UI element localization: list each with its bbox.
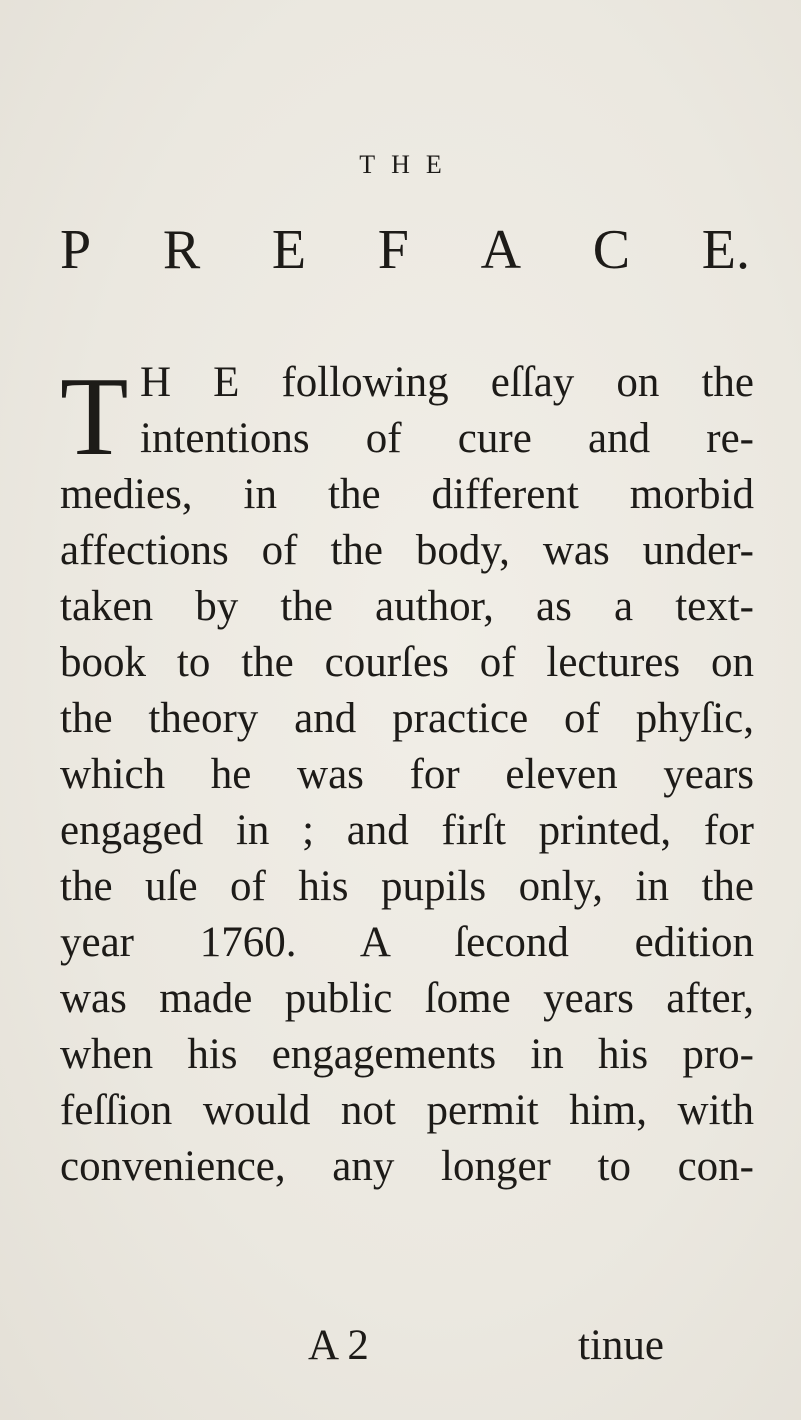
text-line: when his engagements in his pro- (60, 1031, 754, 1078)
preface-letter: P (60, 219, 92, 281)
text-line: engaged in ; and firſt printed, for (60, 807, 754, 854)
preface-letter: E (271, 219, 307, 281)
catchword: tinue (578, 1322, 664, 1369)
text-line: book to the courſes of lectures on (60, 639, 754, 686)
text-line: was made public ſome years after, (60, 975, 754, 1022)
heading-preface (60, 219, 750, 281)
text-line: the uſe of his pupils only, in the (60, 863, 754, 910)
text-line: affections of the body, was under- (60, 527, 754, 574)
preface-letter: E. (701, 219, 750, 281)
preface-letter: R (162, 219, 201, 281)
text-line: H E following eſſay on the (140, 359, 754, 406)
text-line: intentions of cure and re- (140, 415, 754, 462)
preface-letter: C (592, 219, 631, 281)
drop-cap: T (60, 355, 129, 479)
preface-letter: F (377, 219, 409, 281)
text-line: feſſion would not permit him, with (60, 1087, 754, 1134)
signature-mark: A 2 (308, 1322, 369, 1369)
text-line: convenience, any longer to con- (60, 1143, 754, 1190)
text-line: taken by the author, as a text- (60, 583, 754, 630)
text-line: medies, in the different morbid (60, 471, 754, 518)
text-line: year 1760. A ſecond edition (60, 919, 754, 966)
preface-letter: A (480, 219, 522, 281)
heading-the: THE (359, 150, 458, 179)
text-line: which he was for eleven years (60, 751, 754, 798)
text-line: the theory and practice of phyſic, (60, 695, 754, 742)
